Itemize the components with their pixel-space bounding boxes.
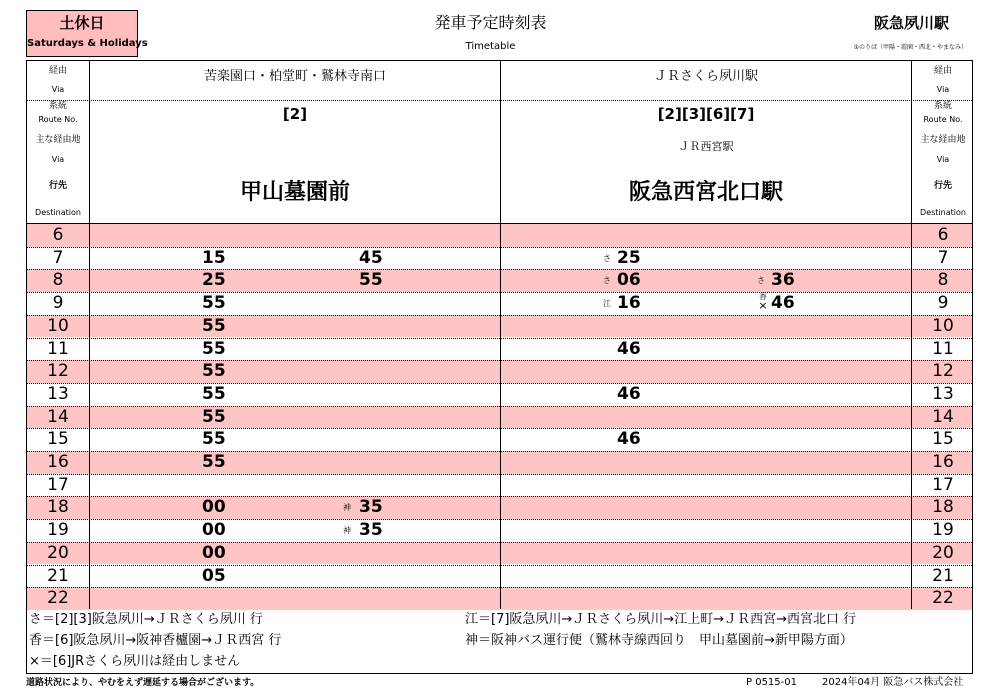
- hour-label-left: 15: [47, 429, 69, 450]
- hour-label-left: 22: [47, 588, 69, 609]
- dest-label-right: 行先: [933, 181, 952, 191]
- departure-minute: 46: [617, 338, 641, 359]
- hour-label-left: 16: [47, 452, 69, 472]
- hour-label-left: 13: [47, 383, 69, 404]
- legend-batsu: ×＝[6]JRさくら夙川は経由しません: [29, 654, 241, 669]
- route-en-label-right: Route No.: [923, 115, 963, 124]
- route-en-label-left: Route No.: [38, 115, 78, 124]
- date-company: 2024年04月 阪急バス株式会社: [822, 677, 964, 688]
- dest-label-left: 行先: [48, 181, 67, 191]
- departure-minute: 25: [202, 270, 226, 291]
- via-label-right: 経由: [933, 66, 952, 76]
- hour-label-left: 10: [47, 315, 69, 336]
- left-via-stops: 苦楽園口・柏堂町・鷲林寺南口: [203, 69, 386, 84]
- dest-en-label-right: Destination: [920, 208, 966, 217]
- legend-e: 江＝[7]阪急夙川→ＪＲさくら夙川→江上町→ＪＲ西宮→西宮北口 行: [465, 612, 857, 627]
- left-label-column-divider: [89, 61, 90, 609]
- hour-label-right: 7: [937, 247, 949, 268]
- stop-platform-note: ①のりば（甲陽・霞園・西北・やまなみ）: [853, 44, 967, 51]
- departure-minute: 25: [617, 247, 641, 268]
- route-label-left: 系統: [48, 101, 67, 111]
- main-via-label-right: 主な経由地: [920, 135, 966, 145]
- legend-shin: 神＝阪神バス運行便（鷲林寺線西回り 甲山墓園前→新甲陽方面）: [465, 633, 853, 648]
- hour-label-left: 21: [47, 565, 69, 586]
- document-code: P 0515-01: [746, 677, 797, 688]
- departure-minute: 36: [771, 270, 795, 291]
- right-main-via: ＪＲ西宮駅: [678, 140, 734, 153]
- departure-minute: 35: [359, 497, 383, 518]
- via-en-label-left: Via: [51, 85, 65, 94]
- hour-label-left: 9: [52, 293, 64, 314]
- main-via-en-label-right: Via: [936, 155, 950, 164]
- departure-minute: 45: [359, 247, 383, 268]
- departure-minute: 55: [202, 383, 226, 404]
- hour-label-right: 15: [932, 429, 954, 450]
- route-mark: 江: [603, 299, 611, 309]
- hour-label-right: 10: [932, 315, 954, 336]
- route-mark-stack: [757, 292, 769, 313]
- departure-minute: 55: [202, 338, 226, 359]
- route-mark-shin: 神: [343, 503, 351, 513]
- hour-label-right: 11: [932, 338, 954, 359]
- via-label-left: 経由: [48, 66, 67, 76]
- legend-box: [26, 610, 973, 674]
- hour-label-left: 8: [52, 270, 64, 291]
- hour-label-left: 12: [47, 361, 69, 382]
- hour-label-right: 13: [932, 383, 954, 404]
- hour-label-left: 11: [47, 338, 69, 359]
- departure-minute: 55: [202, 315, 226, 336]
- route-mark: さ: [603, 276, 611, 286]
- legend-ka: 香＝[6]阪急夙川→阪神香櫨園→ＪＲ西宮 行: [29, 633, 282, 648]
- delay-notice: 道路状況により、やむをえず遅延する場合がございます。: [26, 678, 260, 688]
- right-route-number: [2][3][6][7]: [657, 105, 755, 123]
- departure-minute: 46: [617, 383, 641, 404]
- departure-minute: 00: [202, 520, 226, 541]
- hour-label-left: 7: [52, 247, 64, 268]
- hour-label-right: 17: [932, 474, 954, 495]
- left-destination: 甲山墓園前: [239, 180, 350, 205]
- route-mark: さ: [603, 253, 611, 263]
- departure-minute: 00: [202, 497, 226, 518]
- timetable-title: 発車予定時刻表: [434, 13, 547, 32]
- dest-en-label-left: Destination: [35, 208, 81, 217]
- main-via-label-left: 主な経由地: [35, 135, 81, 145]
- departure-minute: 46: [771, 293, 795, 314]
- hour-label-right: 14: [932, 406, 954, 427]
- departure-minute: 55: [359, 270, 383, 291]
- departure-minute: 55: [202, 361, 226, 382]
- hour-label-left: 6: [52, 225, 64, 245]
- timetable-frame: [26, 60, 973, 610]
- departure-minute: 06: [617, 270, 641, 291]
- hour-label-right: 19: [932, 520, 954, 541]
- hour-label-left: 18: [47, 497, 69, 518]
- route-mark: さ: [757, 276, 765, 286]
- hour-label-right: 9: [937, 293, 949, 314]
- right-destination: 阪急西宮北口駅: [628, 180, 783, 205]
- legend-sa: さ＝[2][3]阪急夙川→ＪＲさくら夙川 行: [29, 612, 263, 627]
- departure-minute: 55: [202, 406, 226, 427]
- day-type-jp: 土休日: [59, 14, 105, 32]
- hour-label-left: 14: [47, 406, 69, 427]
- hour-label-left: 20: [47, 542, 69, 563]
- stop-name: 阪急夙川駅: [873, 14, 949, 32]
- hour-label-right: 6: [937, 225, 949, 245]
- route-mark-shin: 神: [343, 526, 351, 536]
- departure-minute: 15: [202, 247, 226, 268]
- hour-label-right: 12: [932, 361, 954, 382]
- main-via-en-label-left: Via: [51, 155, 65, 164]
- hour-label-left: 17: [47, 474, 69, 495]
- via-en-label-right: Via: [936, 85, 950, 94]
- hour-label-right: 21: [932, 565, 954, 586]
- day-type-en: Saturdays & Holidays: [27, 38, 148, 49]
- hour-label-left: 19: [47, 520, 69, 541]
- departure-minute: 55: [202, 429, 226, 450]
- departure-minute: 55: [202, 293, 226, 314]
- departure-minute: 16: [617, 293, 641, 314]
- route-mark-ka: 香: [759, 292, 767, 302]
- right-via-stops: ＪＲさくら夙川駅: [653, 69, 758, 84]
- hour-label-right: 20: [932, 542, 954, 563]
- hour-label-right: 22: [932, 588, 954, 609]
- departure-minute: 46: [617, 429, 641, 450]
- departure-minute: 00: [202, 542, 226, 563]
- timetable-subtitle: Timetable: [465, 41, 516, 52]
- hour-label-right: 16: [932, 452, 954, 472]
- hour-label-right: 8: [937, 270, 949, 291]
- left-route-number: [2]: [282, 105, 308, 123]
- departure-minute: 05: [202, 565, 226, 586]
- departure-minute: 55: [202, 452, 226, 472]
- route-label-right: 系統: [933, 101, 952, 111]
- route-mark-batsu: ×: [758, 299, 768, 313]
- hour-label-right: 18: [932, 497, 954, 518]
- departure-minute: 35: [359, 520, 383, 541]
